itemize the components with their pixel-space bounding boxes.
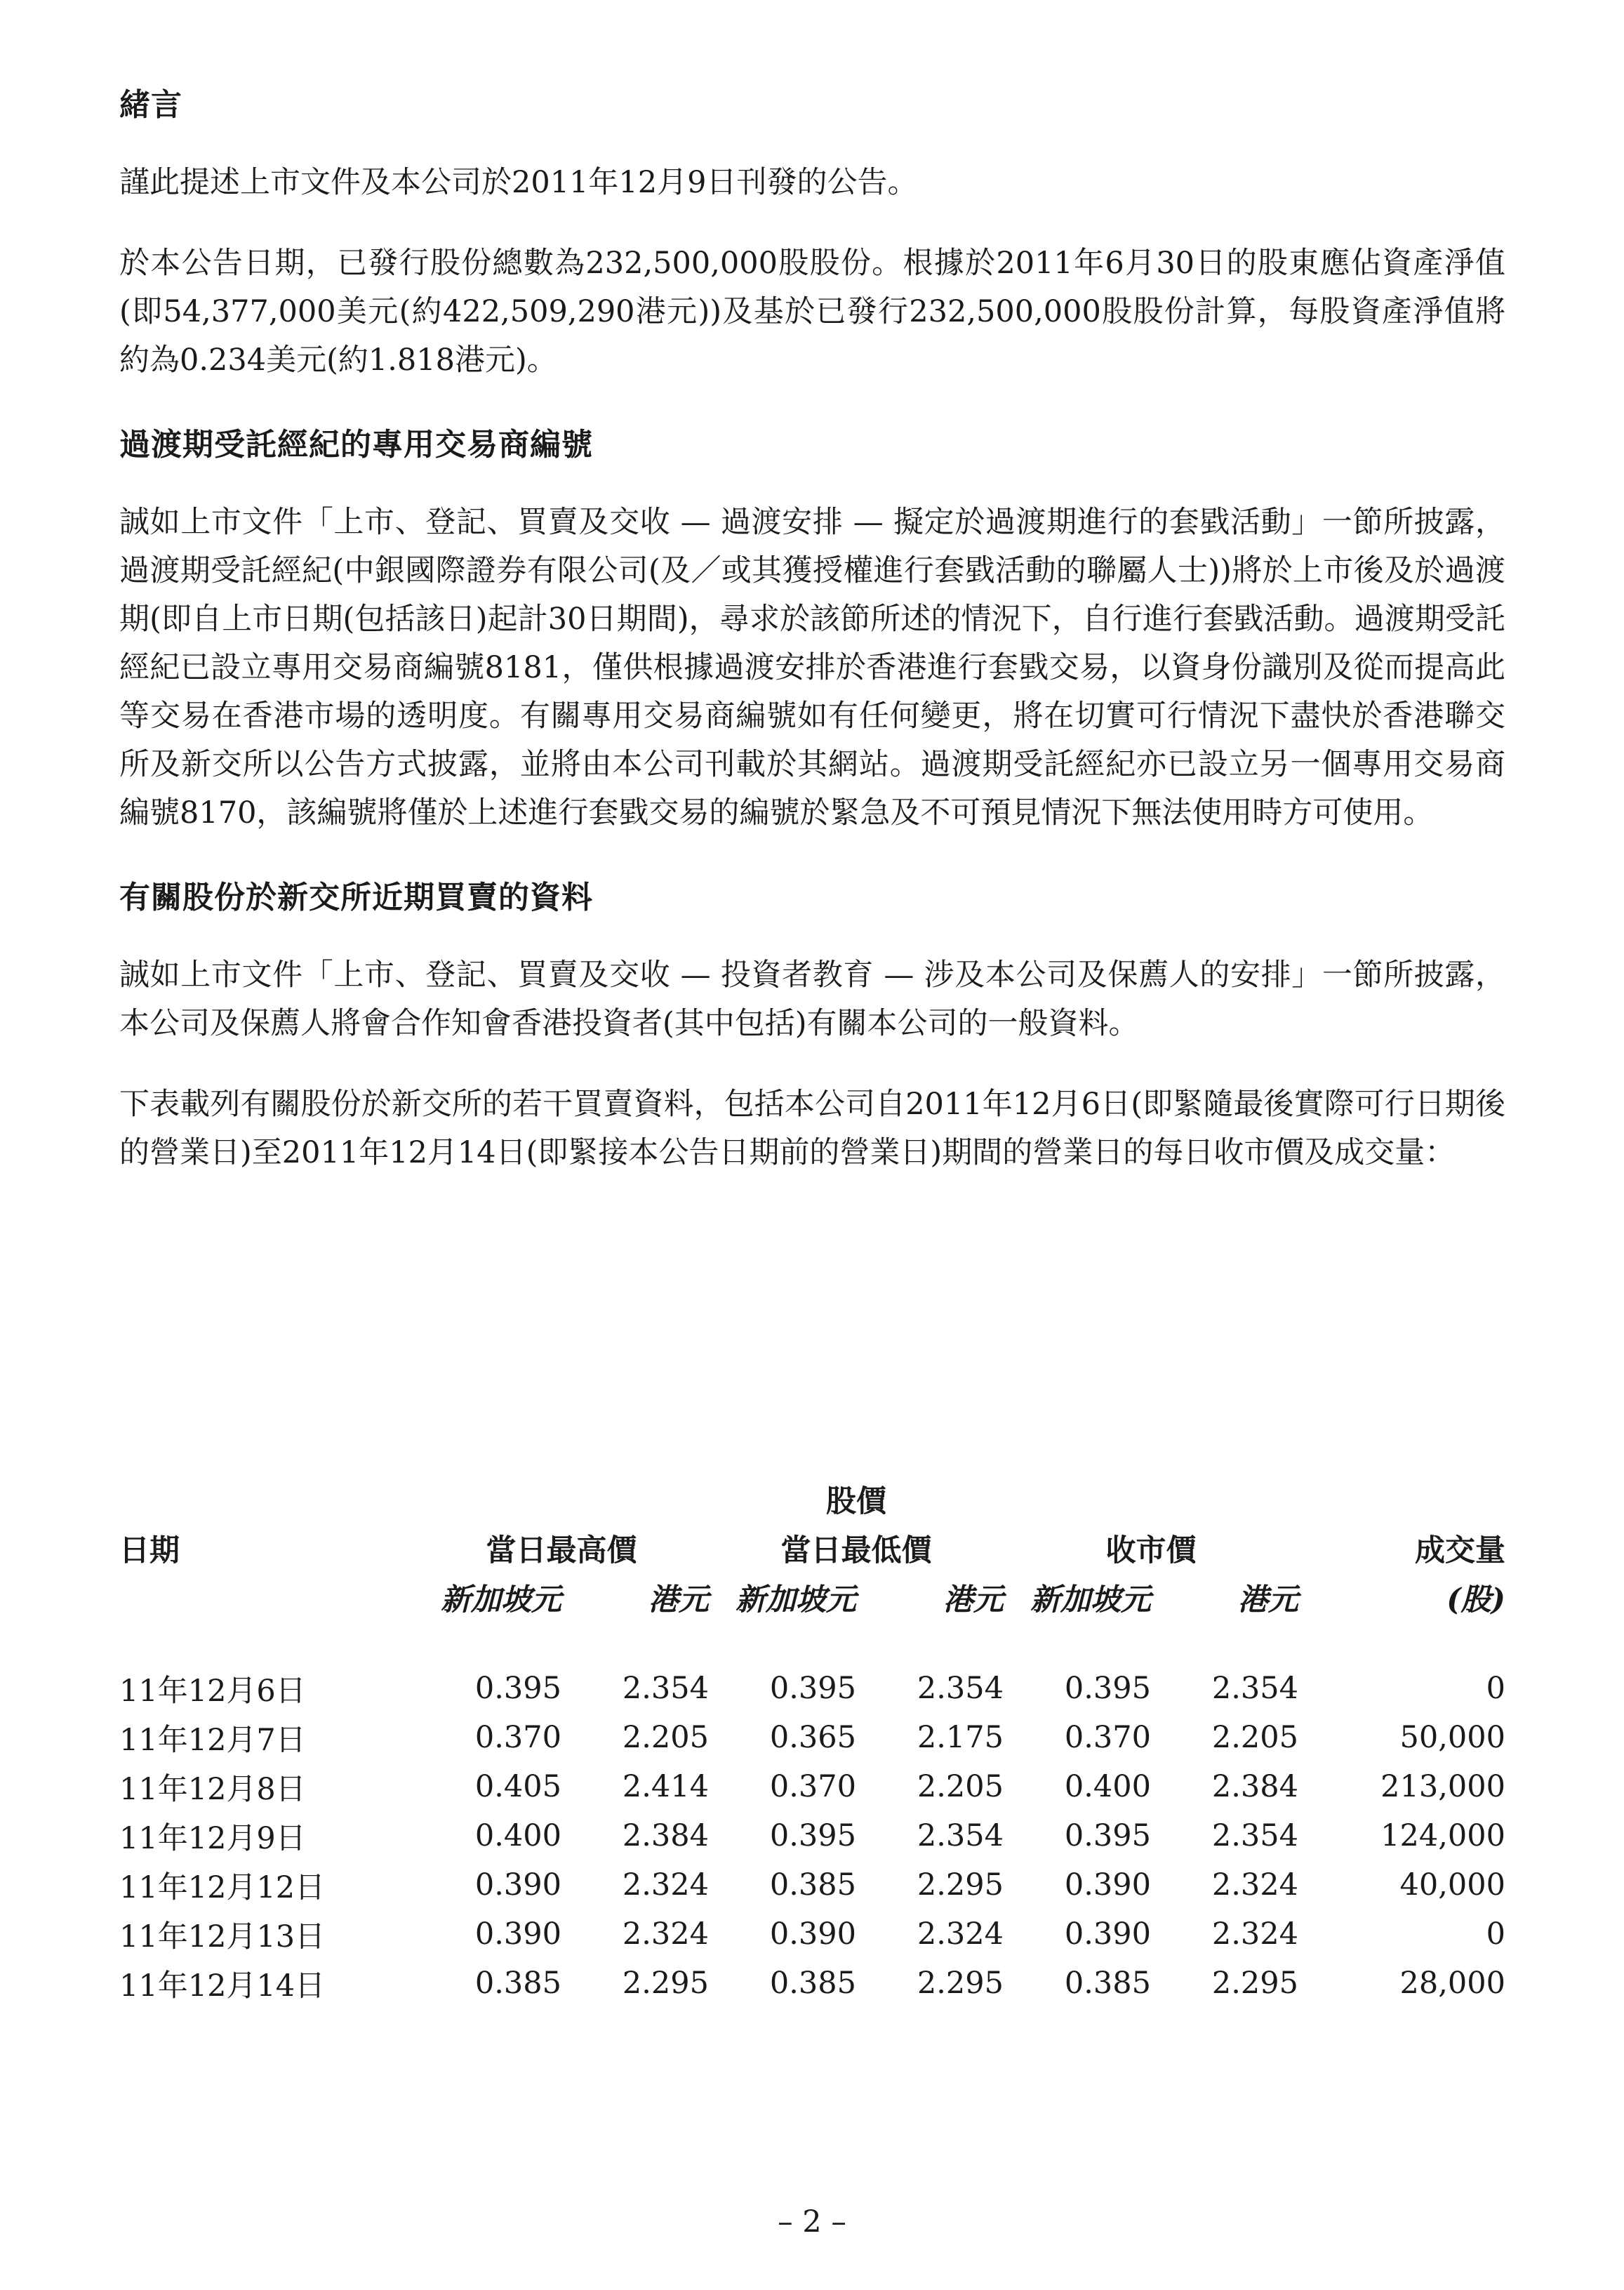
price-cell: 0.390 <box>1064 1917 1151 1952</box>
price-cell: 0.395 <box>474 1671 561 1706</box>
volume-cell: 0 <box>1486 1917 1505 1952</box>
price-cell: 0.390 <box>1064 1867 1151 1902</box>
price-cell: 2.175 <box>917 1720 1004 1755</box>
price-cell: 2.295 <box>917 1966 1004 2001</box>
trading-heading: 有關股份於新交所近期買賣的資料 <box>119 880 593 915</box>
page-number: – 2 – <box>778 2204 846 2239</box>
price-cell: 2.324 <box>1211 1867 1298 1902</box>
price-cell: 2.324 <box>622 1917 709 1952</box>
price-cell: 0.405 <box>474 1769 561 1804</box>
price-cell: 0.395 <box>1064 1818 1151 1853</box>
price-cell: 2.354 <box>917 1818 1004 1853</box>
price-cell: 0.395 <box>769 1671 856 1706</box>
price-cell: 2.205 <box>917 1769 1004 1804</box>
volume-cell: 50,000 <box>1399 1720 1505 1755</box>
price-cell: 0.400 <box>474 1818 561 1853</box>
price-cell: 0.365 <box>769 1720 856 1755</box>
price-cell: 0.370 <box>1064 1720 1151 1755</box>
price-cell: 2.205 <box>1211 1720 1298 1755</box>
dealer-paragraph: 誠如上市文件「上市、登記、買賣及交收 — 過渡安排 — 擬定於過渡期進行的套戥活動」一節所披露，過渡期受託經紀(中銀國際證券有限公司(及／或其獲授權進行套戥活動的聯屬人士))將於上市後及於過渡期(即自上市日期(包括該日)起計30日期間)，尋求於該節所述的情況下，自行進行套戥活動。過渡期受託經紀已設立專用交易商編號8181，僅供根據過渡安排於香港進行套戥交易，以資身份識別及從而提高此等交易在香港市場的透明度。有關專用交易商編號如有任何變更，將在切實可行情況下盡快於香港聯交所及新交所以公告方式披露，並將由本公司刊載於其網站。過渡期受託經紀亦已設立另一個專用交易商編號8170，該編號將僅於上述進行套戥交易的編號於緊急及不可預見情況下無法使用時方可使用。 <box>119 505 1505 830</box>
table-row <box>119 1910 1505 1959</box>
volume-cell: 28,000 <box>1399 1966 1505 2001</box>
price-table-container <box>119 1474 1505 2008</box>
document-body <box>119 84 1505 1177</box>
price-cell: 0.385 <box>769 1966 856 2001</box>
high-price-header: 當日最高價 <box>486 1533 637 1568</box>
date-cell: 11年12月7日 <box>119 1722 306 1758</box>
price-cell: 0.385 <box>769 1867 856 1902</box>
close-sgd-unit: 新加坡元 <box>1030 1582 1151 1617</box>
high-hkd-unit: 港元 <box>648 1582 709 1617</box>
price-cell: 0.370 <box>769 1769 856 1804</box>
price-cell: 0.390 <box>769 1917 856 1952</box>
date-cell: 11年12月13日 <box>119 1919 326 1954</box>
dealer-heading: 過渡期受託經紀的專用交易商編號 <box>119 427 593 463</box>
price-cell: 0.395 <box>769 1818 856 1853</box>
price-cell: 0.395 <box>1064 1671 1151 1706</box>
volume-unit: (股) <box>1446 1582 1505 1617</box>
table-row <box>119 1959 1505 2008</box>
volume-cell: 0 <box>1486 1671 1505 1706</box>
table-row <box>119 1713 1505 1762</box>
price-cell: 2.324 <box>622 1867 709 1902</box>
price-cell: 0.390 <box>474 1917 561 1952</box>
price-cell: 0.385 <box>474 1966 561 2001</box>
table-row <box>119 1860 1505 1910</box>
price-cell: 0.390 <box>474 1867 561 1902</box>
price-cell: 2.354 <box>1211 1671 1298 1706</box>
high-sgd-unit: 新加坡元 <box>441 1582 561 1617</box>
price-cell: 2.414 <box>622 1769 709 1804</box>
close-price-header: 收市價 <box>1105 1533 1197 1568</box>
low-sgd-unit: 新加坡元 <box>736 1582 856 1617</box>
date-cell: 11年12月9日 <box>119 1820 306 1856</box>
price-cell: 2.354 <box>917 1671 1004 1706</box>
low-hkd-unit: 港元 <box>943 1582 1004 1617</box>
trading-paragraph-2: 下表載列有關股份於新交所的若干買賣資料，包括本公司自2011年12月6日(即緊隨最後實際可行日期後的營業日)至2011年12月14日(即緊接本公告日期前的營業日)期間的營業日的每日收市價及成交量： <box>119 1087 1505 1170</box>
volume-cell: 124,000 <box>1380 1818 1505 1853</box>
table-row <box>119 1811 1505 1860</box>
date-header: 日期 <box>119 1533 180 1568</box>
date-cell: 11年12月14日 <box>119 1968 326 2004</box>
date-cell: 11年12月8日 <box>119 1771 306 1807</box>
price-cell: 2.324 <box>917 1917 1004 1952</box>
low-price-header: 當日最低價 <box>780 1533 932 1568</box>
price-table <box>119 1474 1505 2008</box>
table-row <box>119 1762 1505 1811</box>
share-price-group-header: 股價 <box>826 1483 886 1519</box>
date-cell: 11年12月6日 <box>119 1673 306 1709</box>
price-cell: 2.295 <box>917 1867 1004 1902</box>
price-cell: 0.370 <box>474 1720 561 1755</box>
price-cell: 0.400 <box>1064 1769 1151 1804</box>
price-cell: 0.385 <box>1064 1966 1151 2001</box>
price-cell: 2.354 <box>622 1671 709 1706</box>
price-cell: 2.324 <box>1211 1917 1298 1952</box>
price-cell: 2.295 <box>622 1966 709 2001</box>
trading-paragraph-1: 誠如上市文件「上市、登記、買賣及交收 — 投資者教育 — 涉及本公司及保薦人的安排」一節所披露，本公司及保薦人將會合作知會香港投資者(其中包括)有關本公司的一般資料。 <box>119 958 1505 1041</box>
volume-header: 成交量 <box>1415 1533 1505 1568</box>
price-cell: 2.384 <box>1211 1769 1298 1804</box>
price-cell: 2.354 <box>1211 1818 1298 1853</box>
table-row <box>119 1664 1505 1713</box>
intro-paragraph-2: 於本公告日期，已發行股份總數為232,500,000股股份。根據於2011年6月30日的股東應佔資產淨值(即54,377,000美元(約422,509,290港元))及基於已發行232,500,000股股份計算，每股資產淨值將約為0.234美元(約1.818港元)。 <box>119 246 1505 378</box>
price-cell: 2.295 <box>1211 1966 1298 2001</box>
volume-cell: 40,000 <box>1399 1867 1505 1902</box>
price-cell: 2.384 <box>622 1818 709 1853</box>
volume-cell: 213,000 <box>1380 1769 1505 1804</box>
intro-heading: 緒言 <box>119 87 182 123</box>
price-cell: 2.205 <box>622 1720 709 1755</box>
date-cell: 11年12月12日 <box>119 1869 326 1905</box>
price-table-body <box>119 1664 1505 2008</box>
intro-paragraph-1: 謹此提述上市文件及本公司於2011年12月9日刊發的公告。 <box>119 165 918 200</box>
close-hkd-unit: 港元 <box>1238 1582 1298 1617</box>
